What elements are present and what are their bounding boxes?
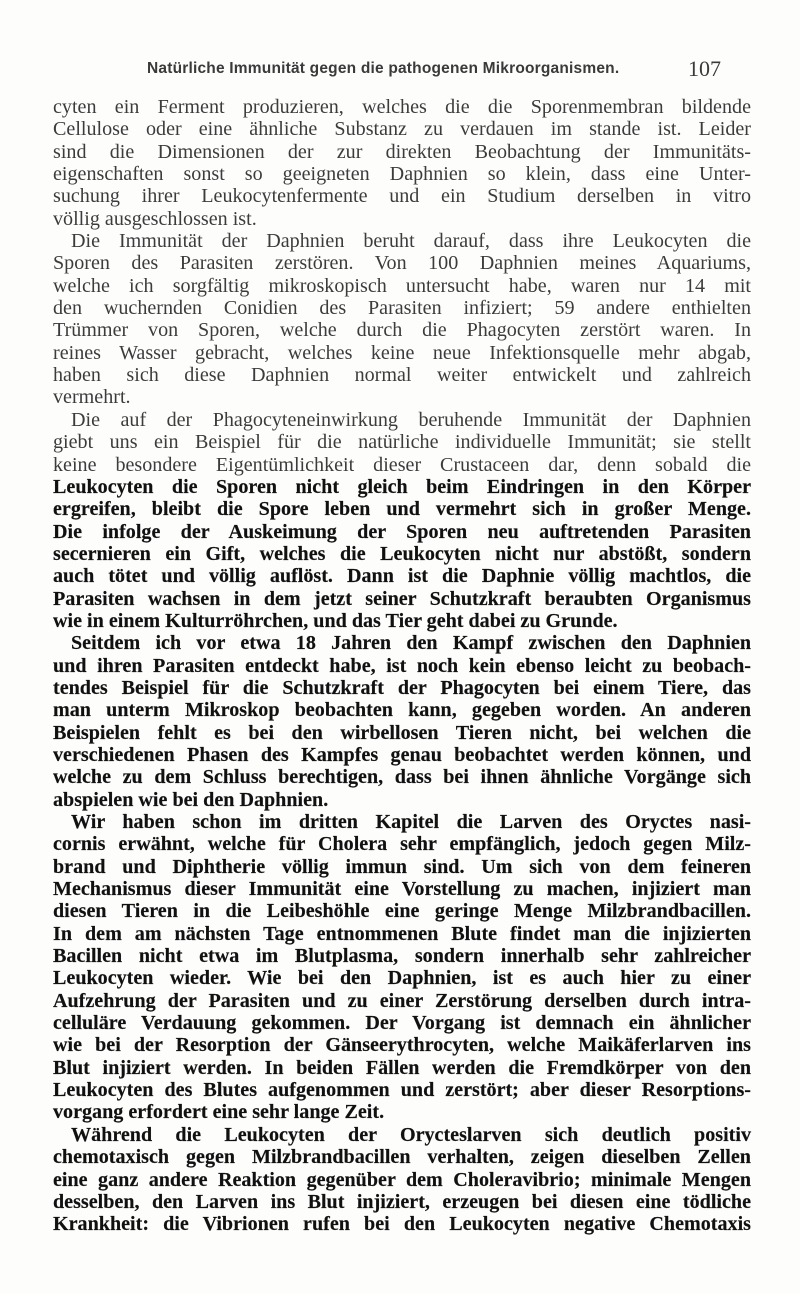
running-head: Natürliche Immunität gegen die pathogenen Mikroorganismen.	[147, 60, 620, 77]
text-line: Die Immunität der Daphnien beruht darauf, dass ihre Leukocyten die	[71, 230, 751, 253]
body-text	[53, 96, 751, 1236]
text-line: tendes Beispiel für die Schutzkraft der Phagocyten bei einem Tiere, das	[53, 676, 751, 699]
text-line: Krankheit: die Vibrionen rufen bei den Leukocyten negative Chemotaxis	[53, 1213, 751, 1236]
text-line: welche zu dem Schluss berechtigen, dass bei ihnen ähnliche Vorgänge sich	[53, 766, 751, 789]
text-line: chemotaxisch gegen Milzbrandbacillen verhalten, zeigen dieselben Zellen	[53, 1146, 751, 1169]
text-line: Blut injiziert werden. In beiden Fällen werden die Fremdkörper von den	[53, 1056, 751, 1079]
text-line: abspielen wie bei den Daphnien.	[53, 788, 329, 811]
text-line: diesen Tieren in die Leibeshöhle eine geringe Menge Milzbrandbacillen.	[53, 900, 751, 923]
text-line: Parasiten wachsen in dem jetzt seiner Schutzkraft beraubten Organismus	[53, 587, 751, 610]
text-line: In dem am nächsten Tage entnommenen Blute findet man die injizierten	[53, 922, 751, 945]
text-line: völlig ausgeschlossen ist.	[53, 207, 257, 230]
text-line: Die auf der Phagocyteneinwirkung beruhende Immunität der Daphnien	[71, 408, 751, 431]
text-line: Cellulose oder eine ähnliche Substanz zu verdauen im stande ist. Leider	[53, 118, 751, 141]
text-line: auch tötet und völlig auflöst. Dann ist die Daphnie völlig machtlos, die	[53, 565, 751, 588]
text-line: Wir haben schon im dritten Kapitel die Larven des Oryctes nasi-	[71, 811, 751, 833]
text-line: celluläre Verdauung gekommen. Der Vorgang ist demnach ein ähnlicher	[53, 1012, 751, 1035]
text-line: welche ich sorgfältig mikroskopisch untersucht habe, waren nur 14 mit	[53, 274, 751, 297]
page-number: 107	[688, 56, 721, 81]
text-line: Leukocyten die Sporen nicht gleich beim Eindringen in den Körper	[53, 475, 751, 498]
text-line: eigenschaften sonst so geeigneten Daphnien so klein, dass eine Unter-	[53, 163, 751, 186]
text-line: Aufzehrung der Parasiten und zu einer Zerstörung derselben durch intra-	[53, 989, 751, 1012]
text-line: Die infolge der Auskeimung der Sporen neu auftretenden Parasiten	[53, 520, 751, 543]
text-line: Bacillen nicht etwa im Blutplasma, sondern innerhalb sehr zahlreicher	[53, 945, 751, 968]
text-line: Mechanismus dieser Immunität eine Vorstellung zu machen, injiziert man	[53, 878, 751, 901]
text-line: Seitdem ich vor etwa 18 Jahren den Kampf zwischen den Daphnien	[71, 632, 751, 655]
text-line: Sporen des Parasiten zerstören. Von 100 Daphnien meines Aquariums,	[53, 252, 751, 275]
text-line: brand und Diphtherie völlig immun sind. Um sich von dem feineren	[53, 855, 751, 878]
text-line: haben sich diese Daphnien normal weiter entwickelt und zahlreich	[53, 364, 751, 387]
text-line: den wuchernden Conidien des Parasiten infiziert; 59 andere enthielten	[53, 297, 751, 320]
text-line: cornis erwähnt, welche für Cholera sehr empfänglich, jedoch gegen Milz-	[53, 833, 751, 856]
text-line: eine ganz andere Reaktion gegenüber dem Choleravibrio; minimale Mengen	[53, 1168, 751, 1191]
text-line: wie in einem Kulturröhrchen, und das Tier geht dabei zu Grunde.	[53, 609, 618, 632]
text-line: und ihren Parasiten entdeckt habe, ist noch kein ebenso leicht zu beobach-	[53, 654, 751, 677]
text-line: secernieren ein Gift, welches die Leukocyten nicht nur abstößt, sondern	[53, 542, 751, 565]
text-line: vorgang erfordert eine sehr lange Zeit.	[53, 1101, 385, 1124]
text-line: reines Wasser gebracht, welches keine neue Infektionsquelle mehr abgab,	[53, 341, 751, 364]
text-line: vermehrt.	[53, 386, 131, 409]
text-line: keine besondere Eigentümlichkeit dieser Crustaceen dar, denn sobald die	[53, 453, 751, 476]
text-line: Leukocyten wieder. Wie bei den Daphnien, ist es auch hier zu einer	[53, 967, 751, 990]
text-line: cyten ein Ferment produzieren, welches die die Sporenmembran bildende	[53, 96, 751, 118]
text-line: suchung ihrer Leukocytenfermente und ein Studium derselben in vitro	[53, 185, 751, 208]
text-line: Beispielen fehlt es bei den wirbellosen Tieren nicht, bei welchen die	[53, 721, 751, 744]
text-line: sind die Dimensionen der zur direkten Beobachtung der Immunitäts-	[53, 140, 751, 163]
text-line: verschiedenen Phasen des Kampfes genau beobachtet werden können, und	[53, 743, 751, 766]
text-line: ergreifen, bleibt die Spore leben und vermehrt sich in großer Menge.	[53, 498, 751, 521]
text-line: desselben, den Larven ins Blut injiziert, erzeugen bei diesen eine tödliche	[53, 1190, 751, 1213]
text-line: wie bei der Resorption der Gänseerythrocyten, welche Maikäferlarven ins	[53, 1034, 751, 1057]
text-line: Leukocyten des Blutes aufgenommen und zerstört; aber dieser Resorptions-	[53, 1079, 751, 1102]
text-line: Während die Leukocyten der Orycteslarven sich deutlich positiv	[71, 1123, 751, 1146]
text-line: Trümmer von Sporen, welche durch die Phagocyten zerstört waren. In	[53, 319, 751, 342]
text-line: giebt uns ein Beispiel für die natürliche individuelle Immunität; sie stellt	[53, 431, 751, 454]
text-line: man unterm Mikroskop beobachten kann, gegeben worden. An anderen	[53, 699, 751, 722]
